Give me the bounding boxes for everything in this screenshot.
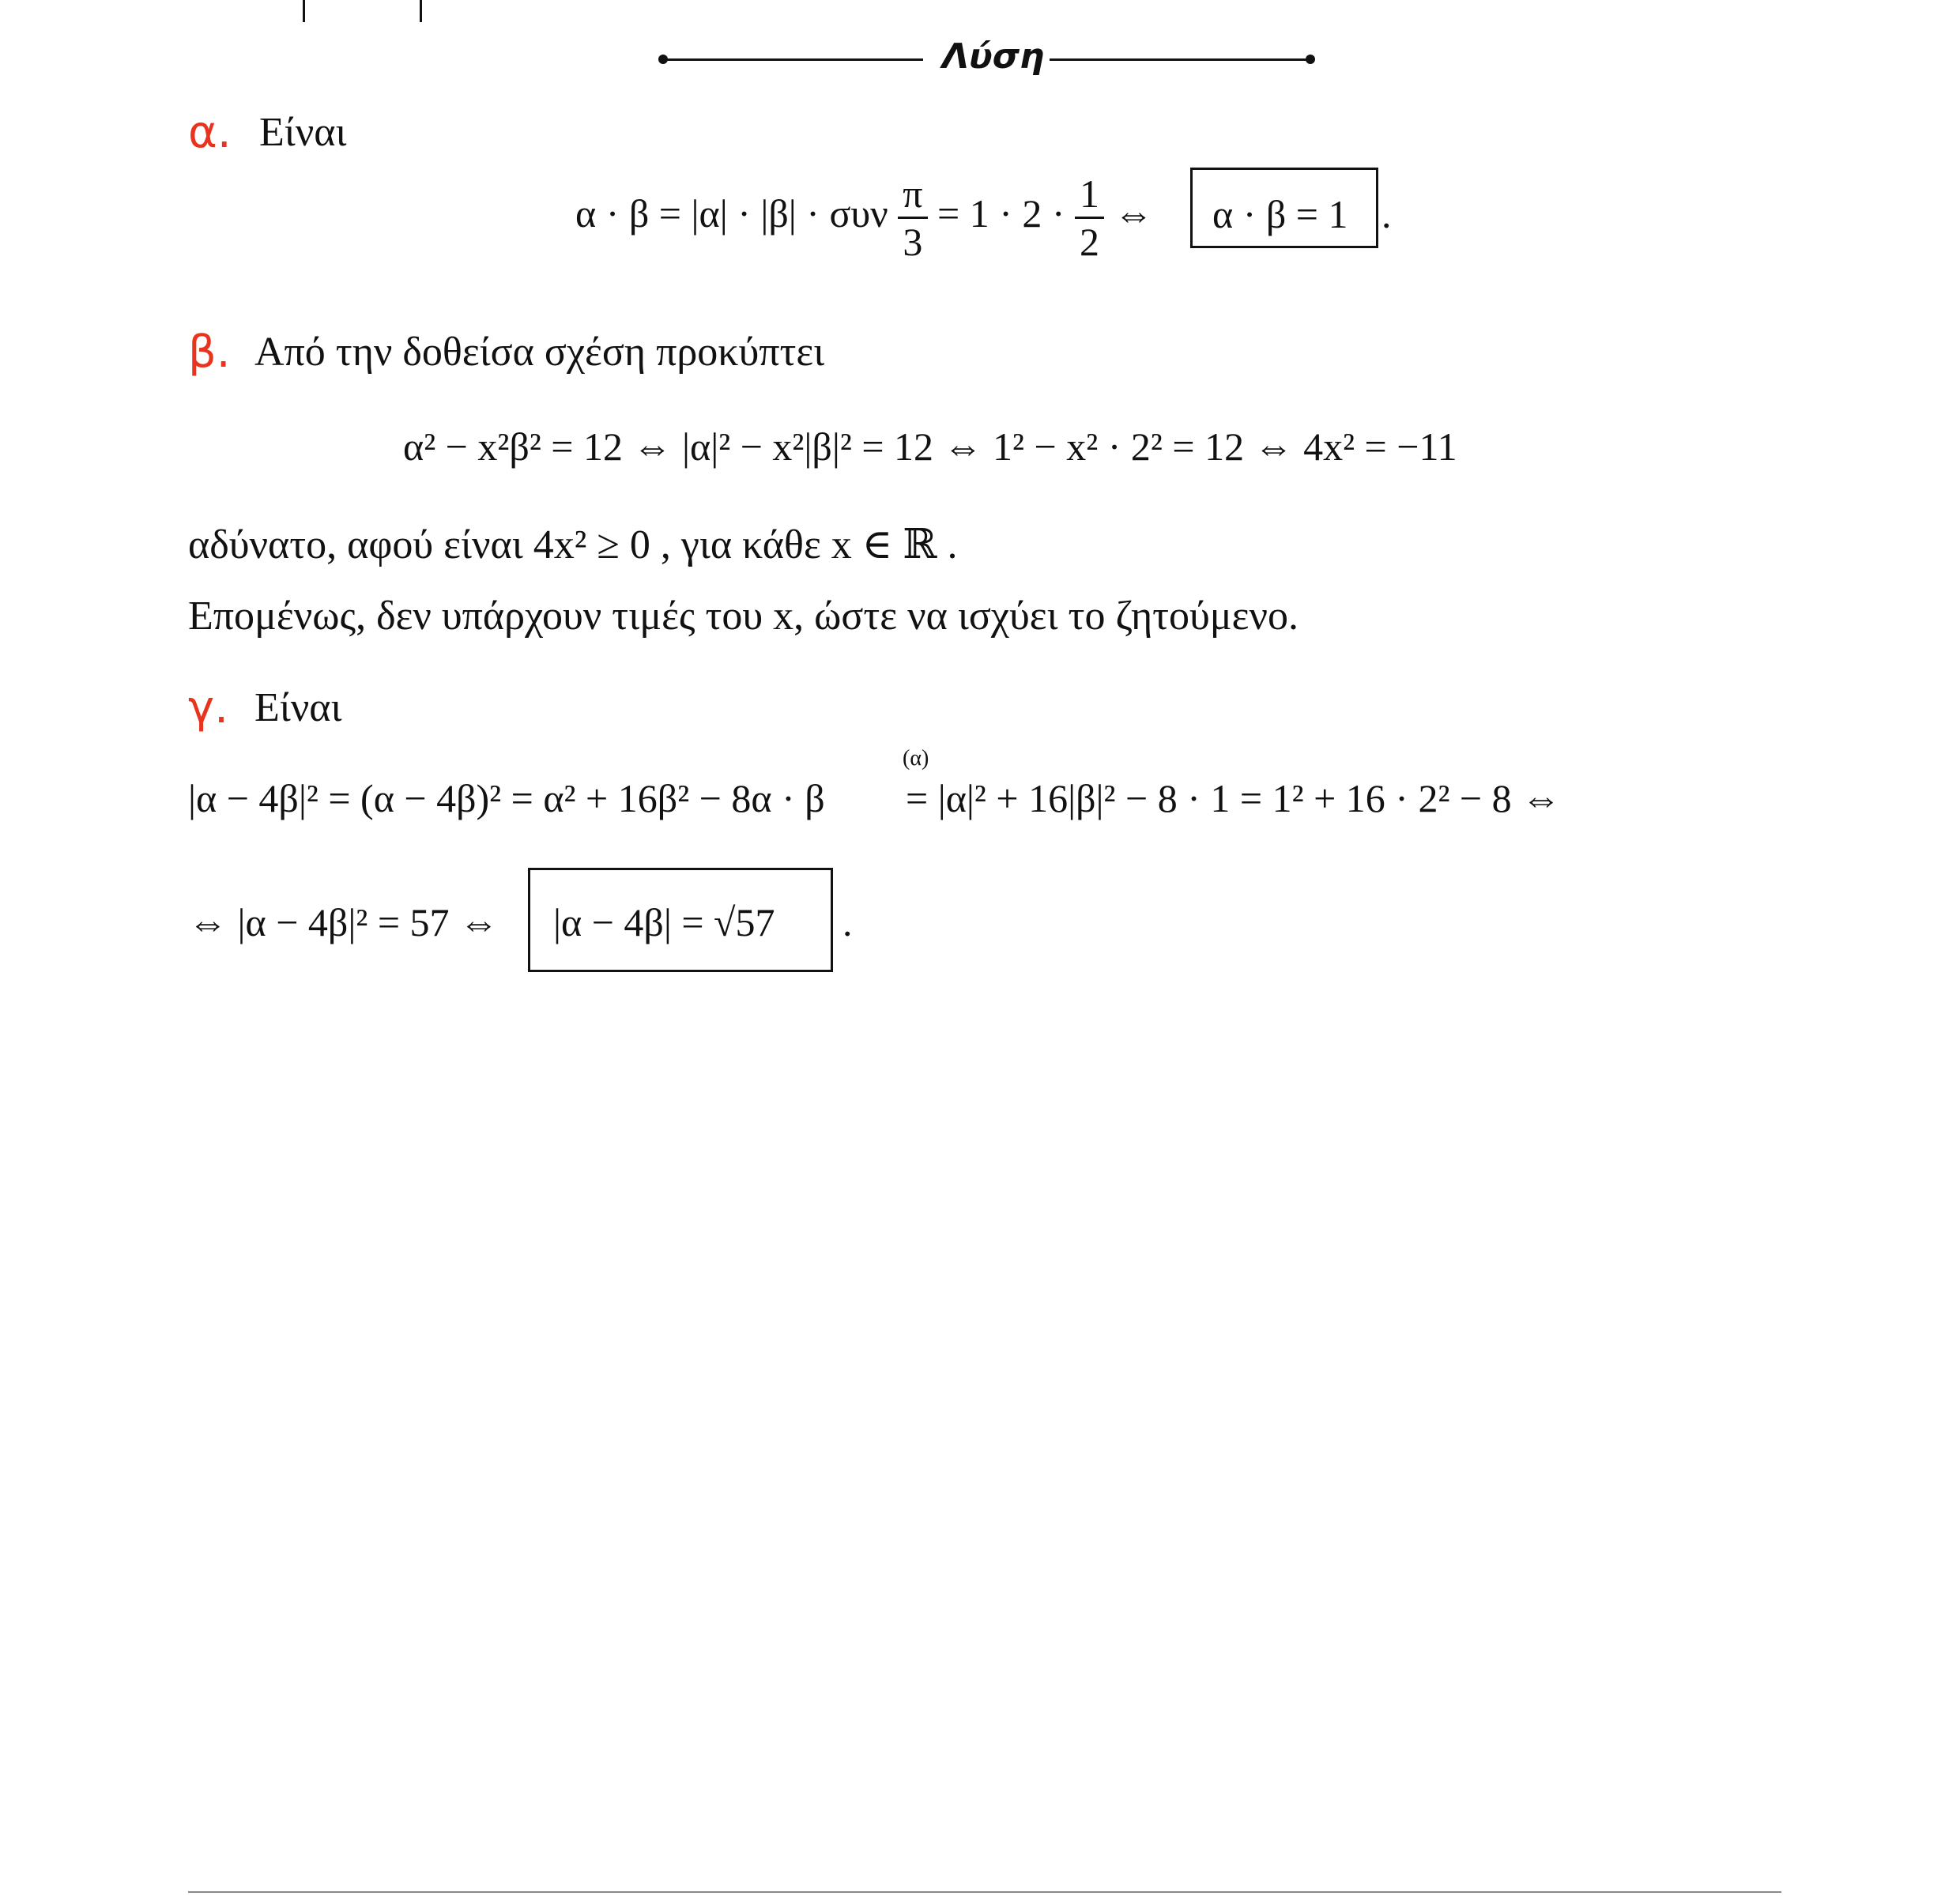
part-a-frac2-num: 1 [1075,174,1104,219]
part-a-label: α. [188,107,232,158]
header-dot-right [1306,55,1315,64]
top-tick-right [420,0,422,22]
header-title: Λύση [942,36,1045,77]
part-c-intro: Είναι [254,685,342,730]
part-c-period: . [842,900,853,944]
part-c-equation1-rest: = |α|² + 16|β|² − 8 · 1 = 1² + 16 · 2² − 8 ⇔ [906,776,1562,820]
part-a-result: α · β = 1 [1212,192,1348,236]
part-c-equation1: |α − 4β|² = (α − 4β)² = α² + 16β² − 8α · β [188,776,825,820]
part-c-result: |α − 4β| = √57 [553,900,775,944]
part-a-period: . [1381,192,1392,236]
part-b-equation: α² − x²β² = 12 ⇔ |α|² − x²|β|² = 12 ⇔ 1² − x² · 2² = 12 ⇔ 4x² = −11 [403,424,1457,469]
part-a-equiv: ⇔ [1114,190,1154,236]
top-tick-left [303,0,305,22]
part-c-label: γ. [188,682,228,733]
part-a-fraction-pi-3 [898,174,927,262]
part-b-intro: Από την δοθείσα σχέση προκύπτει [254,330,825,375]
part-a-frac2-den: 2 [1080,220,1100,264]
footer-rule [188,1891,1781,1893]
part-a-equation [575,174,1154,262]
part-b-line2: Επομένως, δεν υπάρχουν τιμές του x, ώστε να ισχύει το ζητούμενο. [188,594,1299,639]
part-c-equation2: ⇔ |α − 4β|² = 57 ⇔ [188,900,499,944]
part-a-intro: Είναι [259,110,347,155]
header-rule-left [662,58,923,61]
part-a-equation-mid: = 1 · 2 · [937,190,1065,236]
header-rule-right [1050,58,1310,61]
part-a-equation-lhs: α · β = |α| · |β| · συν [575,190,888,236]
header-dot-left [658,55,668,64]
part-a-frac-num: π [898,174,927,219]
part-c-ref-mark: (α) [903,746,929,771]
part-b-label: β. [188,326,231,378]
part-b-line1: αδύνατο, αφού είναι 4x² ≥ 0 , για κάθε x ∈ ℝ . [188,522,958,567]
part-a-fraction-1-2 [1075,174,1104,262]
part-a-frac-den: 3 [903,220,923,264]
